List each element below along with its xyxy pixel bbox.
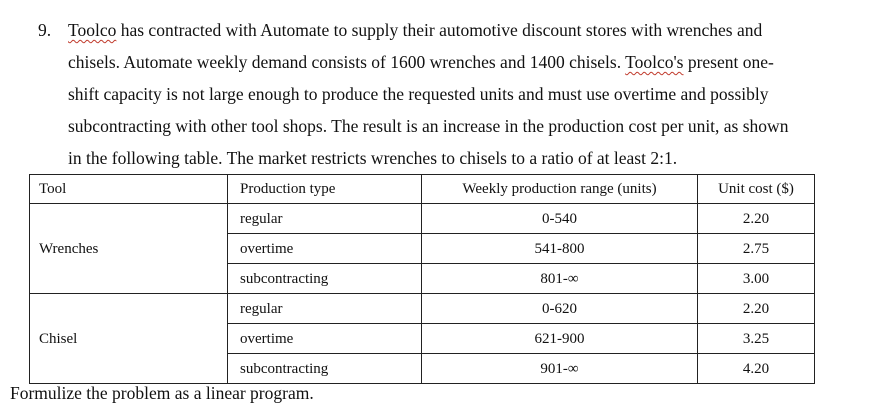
problem-line-2 (38, 46, 838, 78)
header-production-type: Production type (228, 175, 422, 204)
range-cell: 0-620 (422, 294, 698, 324)
problem-line-2-text-end: present one- (683, 52, 774, 72)
header-tool: Tool (30, 175, 228, 204)
unit-cost-cell: 3.25 (698, 324, 815, 354)
instruction-text: Formulize the problem as a linear program. (10, 383, 314, 403)
problem-line-4: subcontracting with other tool shops. The result is an increase in the production cost per unit, as shown (68, 116, 789, 136)
table-header-row (30, 175, 815, 204)
problem-line-2-text-start: chisels. Automate weekly demand consists of 1600 wrenches and 1400 chisels. (68, 52, 626, 72)
tool-cell-chisel: Chisel (30, 294, 228, 384)
production-type-cell: overtime (228, 324, 422, 354)
unit-cost-cell: 2.20 (698, 204, 815, 234)
production-type-cell: regular (228, 204, 422, 234)
production-type-cell: subcontracting (228, 354, 422, 384)
tool-cell-wrenches: Wrenches (30, 204, 228, 294)
unit-cost-cell: 2.75 (698, 234, 815, 264)
range-cell: 0-540 (422, 204, 698, 234)
unit-cost-cell: 3.00 (698, 264, 815, 294)
production-type-cell: overtime (228, 234, 422, 264)
problem-line-3: shift capacity is not large enough to produce the requested units and must use overtime and possibly (68, 84, 769, 104)
table-row (30, 204, 815, 234)
problem-line-1-text: has contracted with Automate to supply their automotive discount stores with wrenches and (116, 20, 763, 40)
unit-cost-cell: 2.20 (698, 294, 815, 324)
table-row (30, 294, 815, 324)
range-cell: 901-∞ (422, 354, 698, 384)
production-type-cell: subcontracting (228, 264, 422, 294)
spellcheck-word-company-possessive: Toolco's (625, 52, 684, 72)
range-cell: 621-900 (422, 324, 698, 354)
header-unit-cost: Unit cost ($) (698, 175, 815, 204)
problem-line-1 (38, 14, 838, 46)
question-number: 9. (38, 20, 52, 40)
header-weekly-range: Weekly production range (units) (422, 175, 698, 204)
unit-cost-cell: 4.20 (698, 354, 815, 384)
range-cell: 801-∞ (422, 264, 698, 294)
spellcheck-word-company: Toolco (68, 20, 117, 40)
production-type-cell: regular (228, 294, 422, 324)
production-cost-table (29, 174, 815, 384)
problem-statement (38, 14, 838, 174)
problem-line-5: in the following table. The market restricts wrenches to chisels to a ratio of at least 2:1. (68, 148, 678, 168)
range-cell: 541-800 (422, 234, 698, 264)
